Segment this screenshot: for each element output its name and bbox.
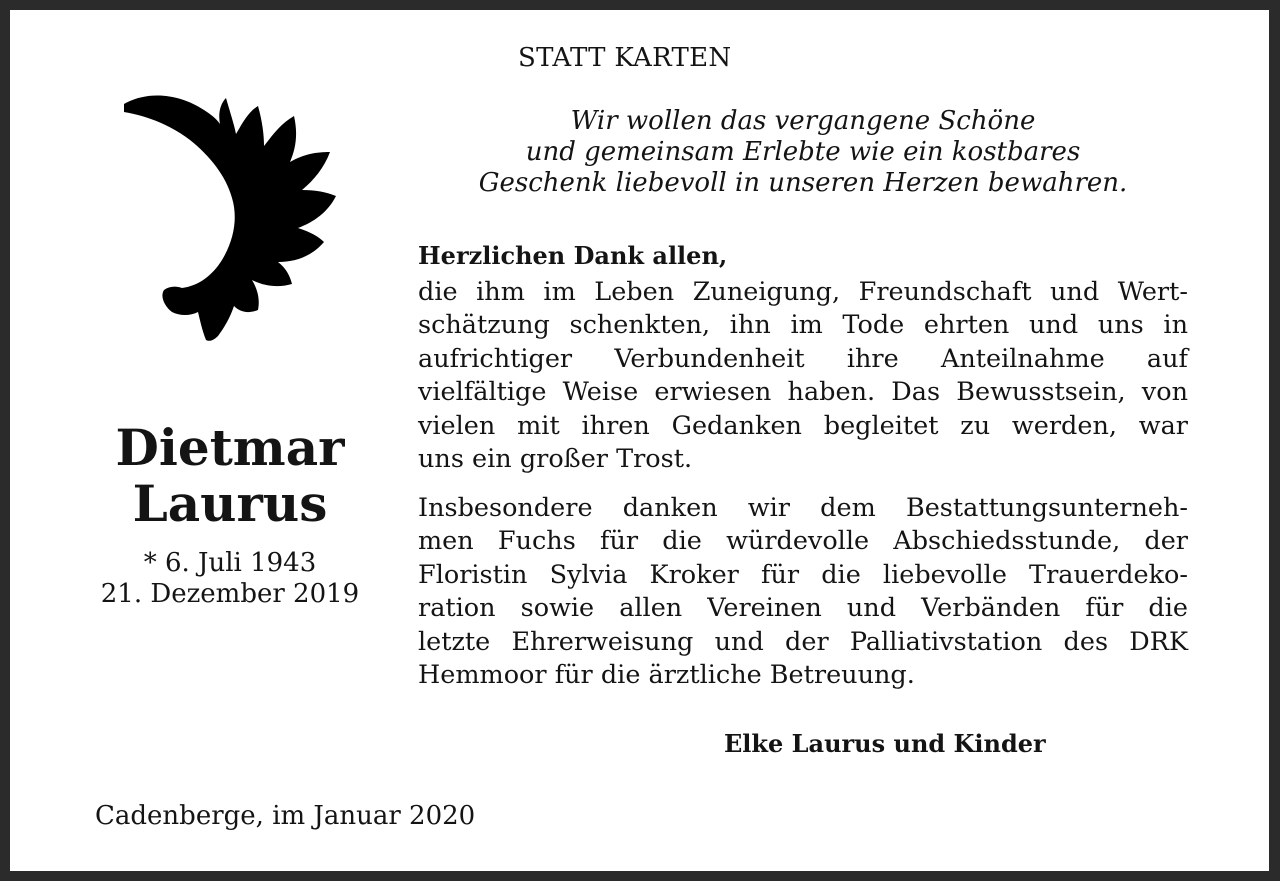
paragraph-line: Insbesondere danken wir dem Bestattungsunterneh- [418, 493, 1188, 523]
birth-date: * 6. Juli 1943 [143, 548, 317, 578]
paragraph-line: ration sowie allen Vereinen und Verbänden für die [418, 593, 1188, 624]
paragraph-line: vielen mit ihren Gedanken begleitet zu werden, war [418, 410, 1188, 441]
death-date: 21. Dezember 2019 [100, 579, 360, 609]
quote-line: Geschenk liebevoll in unseren Herzen bewahren. [478, 168, 1128, 198]
quote-line: und gemeinsam Erlebte wie ein kostbares [525, 137, 1081, 167]
paragraph-line: Floristin Sylvia Kroker für die liebevolle Trauerdeko- [418, 559, 1188, 590]
paragraph-line: schätzung schenkten, ihn im Tode ehrten und uns in [418, 310, 1188, 341]
thanks-paragraph-2 [418, 492, 1188, 692]
paragraph-line: aufrichtiger Verbundenheit ihre Anteilnahme auf [418, 343, 1188, 374]
first-name: Dietmar [115, 418, 345, 477]
thanks-heading: Herzlichen Dank allen, [418, 241, 728, 270]
life-dates [60, 548, 400, 610]
header-statt-karten: STATT KARTEN [518, 43, 732, 73]
paragraph-line: letzte Ehrerweisung und der Palliativstation des DRK [418, 626, 1188, 657]
antler-shape [124, 95, 336, 340]
last-name: Laurus [132, 474, 328, 533]
thanks-paragraph-1 [418, 276, 1188, 476]
paragraph-line: Hemmoor für die ärztliche Betreuung. [418, 659, 915, 690]
paragraph-line: die ihm im Leben Zuneigung, Freundschaft und Wert- [418, 277, 1188, 307]
paragraph-line: uns ein großer Trost. [418, 443, 693, 474]
signature: Elke Laurus und Kinder [724, 729, 1046, 758]
memorial-quote [408, 106, 1198, 199]
antler-icon [118, 90, 340, 358]
paragraph-line: vielfältige Weise erwiesen haben. Das Bewusstsein, von [418, 377, 1188, 408]
quote-line: Wir wollen das vergangene Schöne [570, 106, 1036, 136]
deceased-name [60, 420, 400, 532]
paragraph-line: men Fuchs für die würdevolle Abschiedsstunde, der [418, 526, 1188, 557]
place-and-date: Cadenberge, im Januar 2020 [95, 801, 476, 831]
